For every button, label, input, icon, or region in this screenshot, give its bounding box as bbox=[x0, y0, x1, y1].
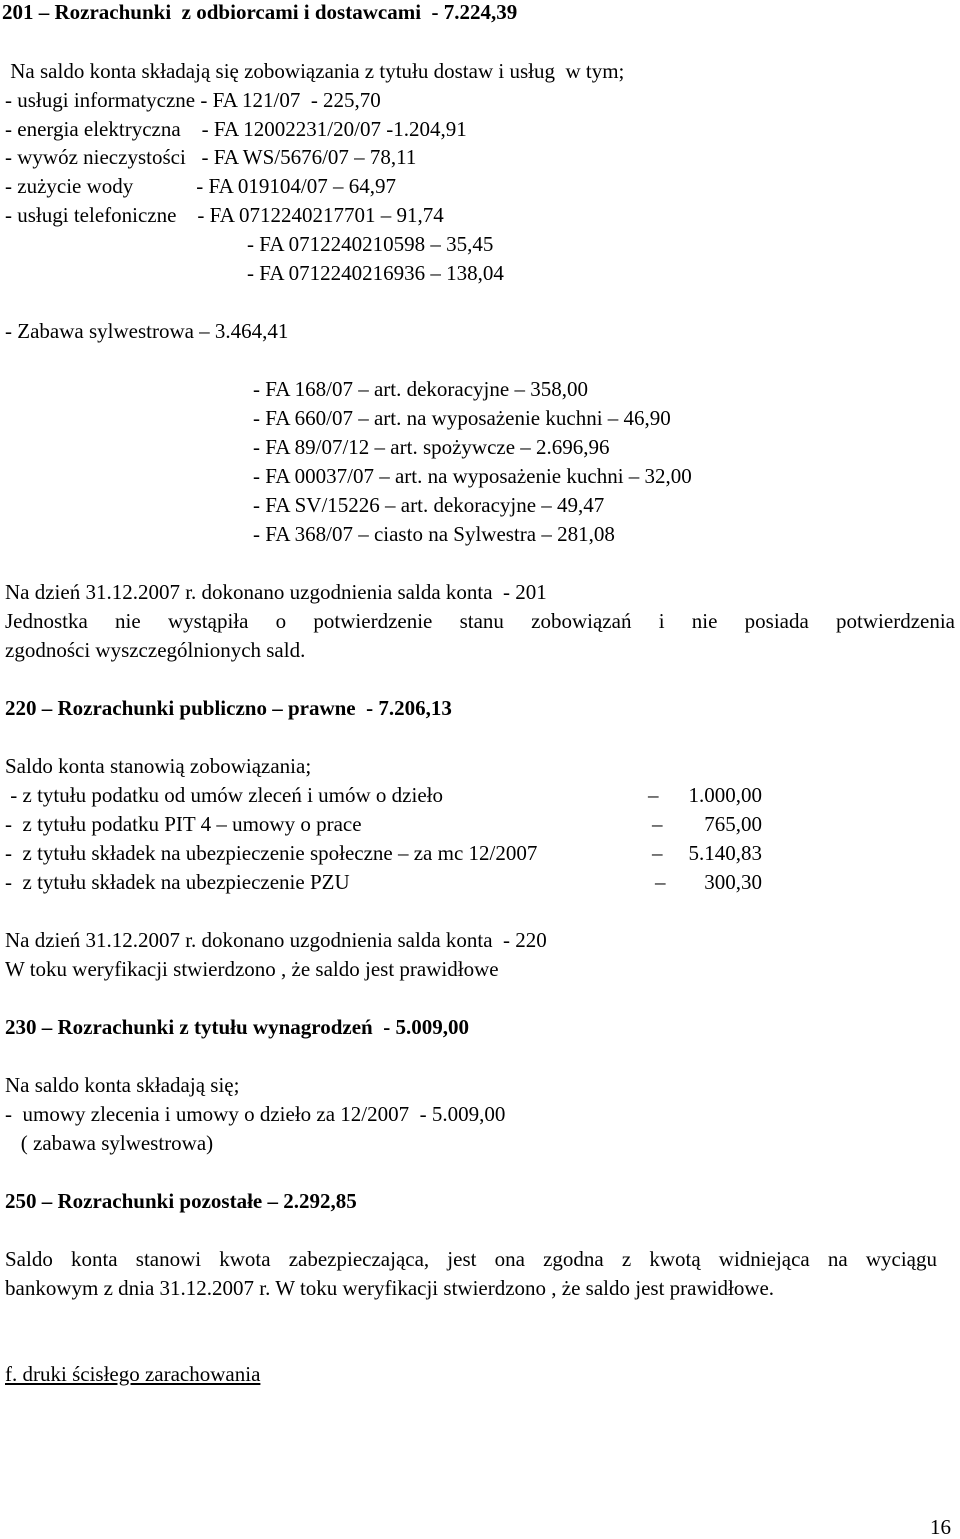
section-201-intro: Na saldo konta składają się zobowiązania z tytułu dostaw i usług w tym; bbox=[5, 59, 625, 83]
tax-row-dash: – bbox=[652, 841, 663, 865]
section-250-heading: 250 – Rozrachunki pozostałe – 2.292,85 bbox=[5, 1189, 357, 1213]
reconciliation-note: Na dzień 31.12.2007 r. dokonano uzgodnienia salda konta - 201 bbox=[5, 580, 547, 604]
section-220-heading: 220 – Rozrachunki publiczno – prawne - 7.206,13 bbox=[5, 696, 452, 720]
list-item: - FA 00037/07 – art. na wyposażenie kuchni – 32,00 bbox=[253, 464, 692, 488]
section-230-heading: 230 – Rozrachunki z tytułu wynagrodzeń - 5.009,00 bbox=[5, 1015, 469, 1039]
list-item: - wywóz nieczystości - FA WS/5676/07 – 78,11 bbox=[5, 145, 417, 169]
reconciliation-note: Na dzień 31.12.2007 r. dokonano uzgodnienia salda konta - 220 bbox=[5, 928, 547, 952]
list-item: - FA 368/07 – ciasto na Sylwestra – 281,08 bbox=[253, 522, 615, 546]
tax-row-value: 765,00 bbox=[704, 812, 762, 836]
list-item: - FA 0712240210598 – 35,45 bbox=[247, 232, 494, 256]
tax-row-label: - z tytułu składek na ubezpieczenie PZU bbox=[5, 870, 350, 894]
section-201-heading: 201 – Rozrachunki z odbiorcami i dostawcami - 7.224,39 bbox=[2, 0, 518, 24]
list-item-sub: ( zabawa sylwestrowa) bbox=[5, 1131, 214, 1155]
verification-note: W toku weryfikacji stwierdzono , że saldo jest prawidłowe bbox=[5, 957, 499, 981]
tax-row-dash: – bbox=[655, 870, 666, 894]
section-250-text-cont: bankowym z dnia 31.12.2007 r. W toku weryfikacji stwierdzono , że saldo jest prawidłowe. bbox=[5, 1276, 775, 1300]
tax-row-dash: – bbox=[648, 783, 659, 807]
list-item: - usługi telefoniczne - FA 0712240217701 – 91,74 bbox=[5, 203, 444, 227]
list-item: - FA 168/07 – art. dekoracyjne – 358,00 bbox=[253, 377, 588, 401]
list-item: - usługi informatyczne - FA 121/07 - 225,70 bbox=[5, 88, 381, 112]
section-250-text: Saldo konta stanowi kwota zabezpieczająca, jest ona zgodna z kwotą widniejąca na wyciągu bbox=[5, 1247, 937, 1271]
list-item: - FA 660/07 – art. na wyposażenie kuchni – 46,90 bbox=[253, 406, 671, 430]
list-item: - umowy zlecenia i umowy o dzieło za 12/2007 - 5.009,00 bbox=[5, 1102, 506, 1126]
confirmation-note: Jednostka nie wystąpiła o potwierdzenie stanu zobowiązań i nie posiada potwierdzenia bbox=[5, 609, 955, 633]
page-number: 16 bbox=[930, 1515, 951, 1539]
section-230-intro: Na saldo konta składają się; bbox=[5, 1073, 240, 1097]
list-item: - zużycie wody - FA 019104/07 – 64,97 bbox=[5, 174, 396, 198]
list-item: - FA SV/15226 – art. dekoracyjne – 49,47 bbox=[253, 493, 605, 517]
list-item: - energia elektryczna - FA 12002231/20/07 -1.204,91 bbox=[5, 117, 467, 141]
section-f-heading: f. druki ścisłego zarachowania bbox=[5, 1362, 261, 1386]
tax-row-label: - z tytułu podatku PIT 4 – umowy o prace bbox=[5, 812, 362, 836]
list-item: - FA 0712240216936 – 138,04 bbox=[247, 261, 504, 285]
zabawa-line: - Zabawa sylwestrowa – 3.464,41 bbox=[5, 319, 289, 343]
tax-row-value: 300,30 bbox=[704, 870, 762, 894]
confirmation-note-cont: zgodności wyszczególnionych sald. bbox=[5, 638, 306, 662]
list-item: - FA 89/07/12 – art. spożywcze – 2.696,96 bbox=[253, 435, 610, 459]
tax-row-label: - z tytułu podatku od umów zleceń i umów o dzieło bbox=[5, 783, 443, 807]
tax-row-dash: – bbox=[652, 812, 663, 836]
section-220-intro: Saldo konta stanowią zobowiązania; bbox=[5, 754, 312, 778]
tax-row-value: 5.140,83 bbox=[688, 841, 762, 865]
tax-row-value: 1.000,00 bbox=[688, 783, 762, 807]
tax-row-label: - z tytułu składek na ubezpieczenie społeczne – za mc 12/2007 bbox=[5, 841, 538, 865]
